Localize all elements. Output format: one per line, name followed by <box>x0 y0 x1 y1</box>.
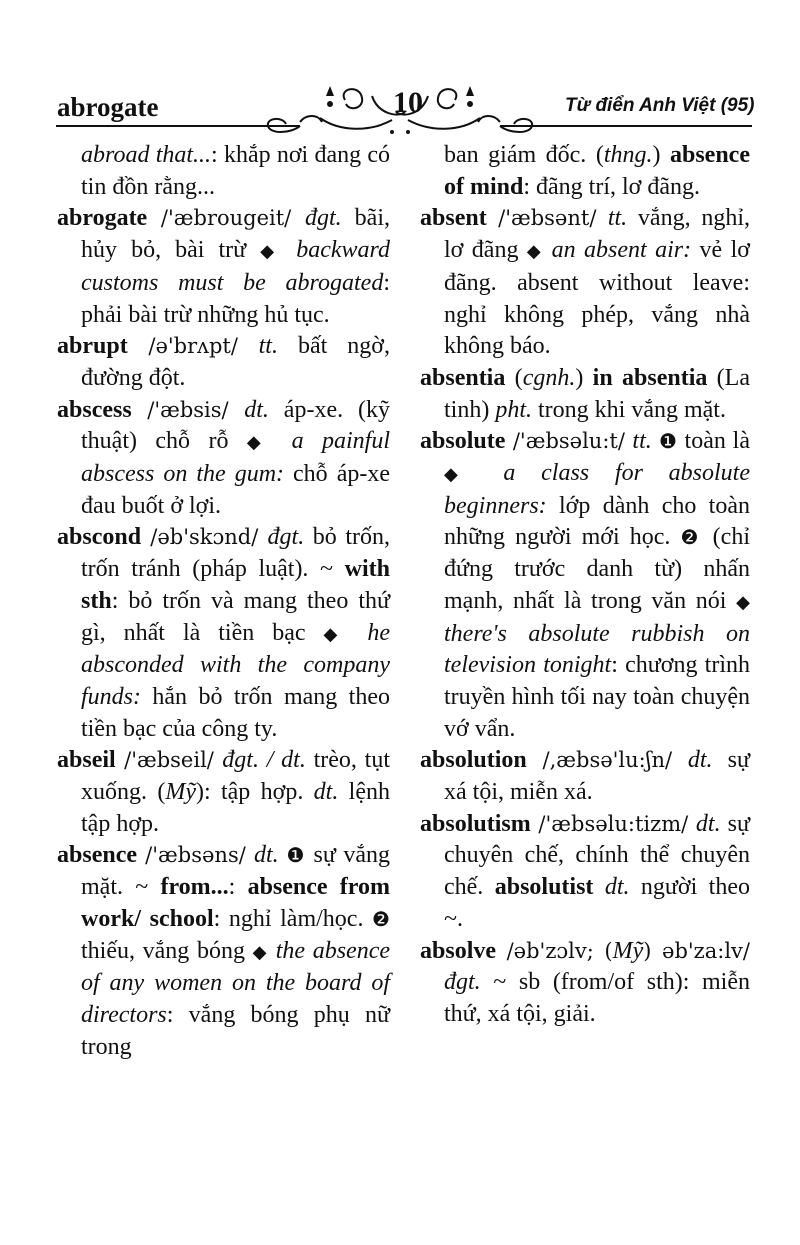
page-number: 10 <box>393 86 423 119</box>
abbreviation: cgnh. <box>522 364 576 391</box>
abbreviation: tt. <box>632 428 652 455</box>
definition: ): tập hợp. <box>195 779 314 806</box>
example-marker: ◆ <box>252 941 269 963</box>
definition: ~ sb (from/of sth): miễn thứ, xá tội, giải. <box>444 969 750 1027</box>
phonetic: /'æbsis/ <box>131 397 245 422</box>
abbreviation: dt. <box>313 779 339 806</box>
subentry: absence of mind <box>444 142 750 200</box>
sense-number: ❶ <box>651 429 678 454</box>
definition: ) <box>575 364 593 391</box>
definition: người theo ~. <box>444 874 750 932</box>
abbreviation: Mỹ <box>165 779 196 806</box>
abbreviation: đgt. <box>267 524 305 551</box>
guide-word: abrogate <box>57 92 159 122</box>
phonetic: /'æbrougeit/ <box>147 206 305 231</box>
example: the absence of any women on the board of directors <box>81 937 391 1028</box>
phonetic: /'æbsəlu:tizm/ <box>530 811 696 836</box>
headword: absentia <box>420 364 506 391</box>
phonetic: /əb'zɔlv; ( <box>496 938 613 963</box>
abbreviation: đgt. <box>304 205 342 232</box>
headword: absolute <box>420 428 506 455</box>
abbreviation: dt. <box>695 810 721 837</box>
dictionary-entry-absence <box>57 840 390 1063</box>
abbreviation: Mỹ <box>612 937 644 964</box>
example: a class for absolute beginners: <box>444 460 750 519</box>
dictionary-entry-absence-cont <box>420 140 750 203</box>
dictionary-entry-absentia <box>420 363 750 426</box>
definition: (chỉ đứng trước danh từ) nhấn mạnh, nhất là trong văn nói <box>444 524 750 614</box>
phonetic: /'æbsəlu:t/ <box>505 429 633 454</box>
definition: : <box>228 874 248 901</box>
abbreviation: đgt. / dt. <box>222 747 306 774</box>
sense-number: ❶ <box>278 843 306 868</box>
example: an absent air: <box>543 237 692 264</box>
abbreviation: dt. <box>244 396 269 423</box>
definition: (La tinh) <box>444 364 750 423</box>
definition: bỏ trốn, trốn tránh (pháp luật). ~ <box>81 524 390 583</box>
example-marker: ◆ <box>736 591 750 613</box>
definition: áp-xe. (kỹ thuật) chỗ rỗ <box>81 396 390 455</box>
definition: sự vắng mặt. ~ <box>81 842 390 901</box>
page-header <box>0 0 800 150</box>
phonetic: /'æbsəns/ <box>137 843 254 868</box>
abbreviation: thng. <box>603 142 653 168</box>
definition: : khắp nơi đang có tin đồn rằng... <box>81 142 390 200</box>
headword: abscess <box>57 396 132 423</box>
dictionary-entry-abrogate <box>57 203 390 331</box>
left-column <box>57 140 390 1063</box>
abbreviation: dt. <box>253 842 279 869</box>
phonetic: /'æbsənt/ <box>486 206 608 231</box>
headword: abscond <box>57 524 142 551</box>
subentry: from... <box>160 874 229 901</box>
dictionary-entry-abroad-cont <box>57 140 390 203</box>
definition: bãi, hủy bỏ, bài trừ <box>81 205 390 264</box>
sense-number: ❷ <box>680 525 703 550</box>
example-marker: ◆ <box>260 241 283 263</box>
abbreviation: dt. <box>593 874 630 901</box>
headword: absence <box>57 842 137 869</box>
abbreviation: tt. <box>258 333 278 360</box>
headword: absent <box>420 205 487 232</box>
abbreviation: pht. <box>495 396 532 423</box>
definition: trèo, tụt xuống. ( <box>81 747 390 806</box>
sense-number: ❷ <box>372 906 390 931</box>
definition: sự xá tội, miễn xá. <box>444 747 750 806</box>
headword: absolve <box>420 937 497 964</box>
dictionary-entry-abrupt <box>57 331 390 394</box>
headword: absolutism <box>420 810 531 837</box>
example: abroad that... <box>81 142 212 168</box>
definition: trong khi vắng mặt. <box>532 396 726 423</box>
dictionary-entry-abscond <box>57 522 390 745</box>
dictionary-entry-absolute <box>420 426 750 745</box>
subentry: with sth <box>81 556 390 614</box>
dictionary-entry-abscess <box>57 395 390 523</box>
example: backward customs must be abrogated <box>81 237 390 296</box>
subentry: absence from work/ school <box>81 874 390 932</box>
dictionary-entry-absolution <box>420 745 750 808</box>
definition: toàn là <box>677 428 750 455</box>
dictionary-entry-absolutism <box>420 809 750 936</box>
headword: abrupt <box>57 333 128 360</box>
book-title: Từ điển Anh Việt (95) <box>565 95 755 116</box>
example-marker: ◆ <box>246 432 274 454</box>
definition: sự chuyên chế, chính thể chuyên chế. <box>444 810 750 901</box>
example: he absconded with the company funds: <box>81 619 390 710</box>
phonetic: /ə'brʌpt/ <box>127 334 259 359</box>
headword: abrogate <box>57 205 148 232</box>
definition: : vắng bóng phụ nữ trong <box>81 1001 390 1060</box>
right-column <box>420 140 750 1031</box>
abbreviation: dt. <box>687 747 713 774</box>
example-marker: ◆ <box>526 241 544 263</box>
definition: lớp dành cho toàn những người mới học. <box>444 492 750 551</box>
definition: : bỏ trốn và mang theo thứ gì, nhất là tiền bạc <box>81 587 390 646</box>
dictionary-entry-absent <box>420 203 750 363</box>
example-marker: ◆ <box>444 464 478 486</box>
headword: abseil <box>57 747 116 774</box>
phonetic: /əb'skɔnd/ <box>141 525 268 550</box>
phonetic: /'æbseil/ <box>115 748 223 773</box>
example: there's absolute rubbish on television tonight <box>444 620 750 679</box>
subentry: absolutist <box>494 874 594 901</box>
subentry: in absentia <box>592 364 708 391</box>
definition: ban giám đốc. ( <box>444 142 604 168</box>
definition: chỗ áp-xe đau buốt ở lợi. <box>81 461 390 519</box>
definition: ) <box>652 142 670 168</box>
phonetic: /,æbsə'lu:ʃn/ <box>526 748 688 773</box>
phonetic: ) əb'za:lv/ <box>643 938 750 963</box>
definition: lệnh tập hợp. <box>81 779 390 837</box>
page-number-ornament <box>0 0 800 150</box>
definition: : đãng trí, lơ đãng. <box>523 173 701 200</box>
definition: hắn bỏ trốn mang theo tiền bạc của công ty. <box>81 683 390 742</box>
example-marker: ◆ <box>323 623 350 645</box>
abbreviation: tt. <box>607 205 628 232</box>
dictionary-entry-absolve <box>420 936 750 1031</box>
definition: bất ngờ, đường đột. <box>81 333 390 391</box>
example: a painful abscess on the gum: <box>81 428 390 488</box>
dictionary-entry-abseil <box>57 745 390 840</box>
definition: : chương trình truyền hình tối nay toàn chuyện vớ vẩn. <box>444 652 750 742</box>
definition: : phải bài trừ những hủ tục. <box>81 269 390 328</box>
definition: thiếu, vắng bóng <box>81 937 253 964</box>
abbreviation: đgt. <box>444 969 481 996</box>
definition: vẻ lơ đãng. absent without leave: nghỉ không phép, vắng nhà không báo. <box>444 237 750 360</box>
headword: absolution <box>420 747 527 774</box>
definition: vắng, nghỉ, lơ đãng <box>444 205 750 264</box>
definition: : nghỉ làm/học. <box>213 905 373 932</box>
definition: ( <box>505 364 523 391</box>
